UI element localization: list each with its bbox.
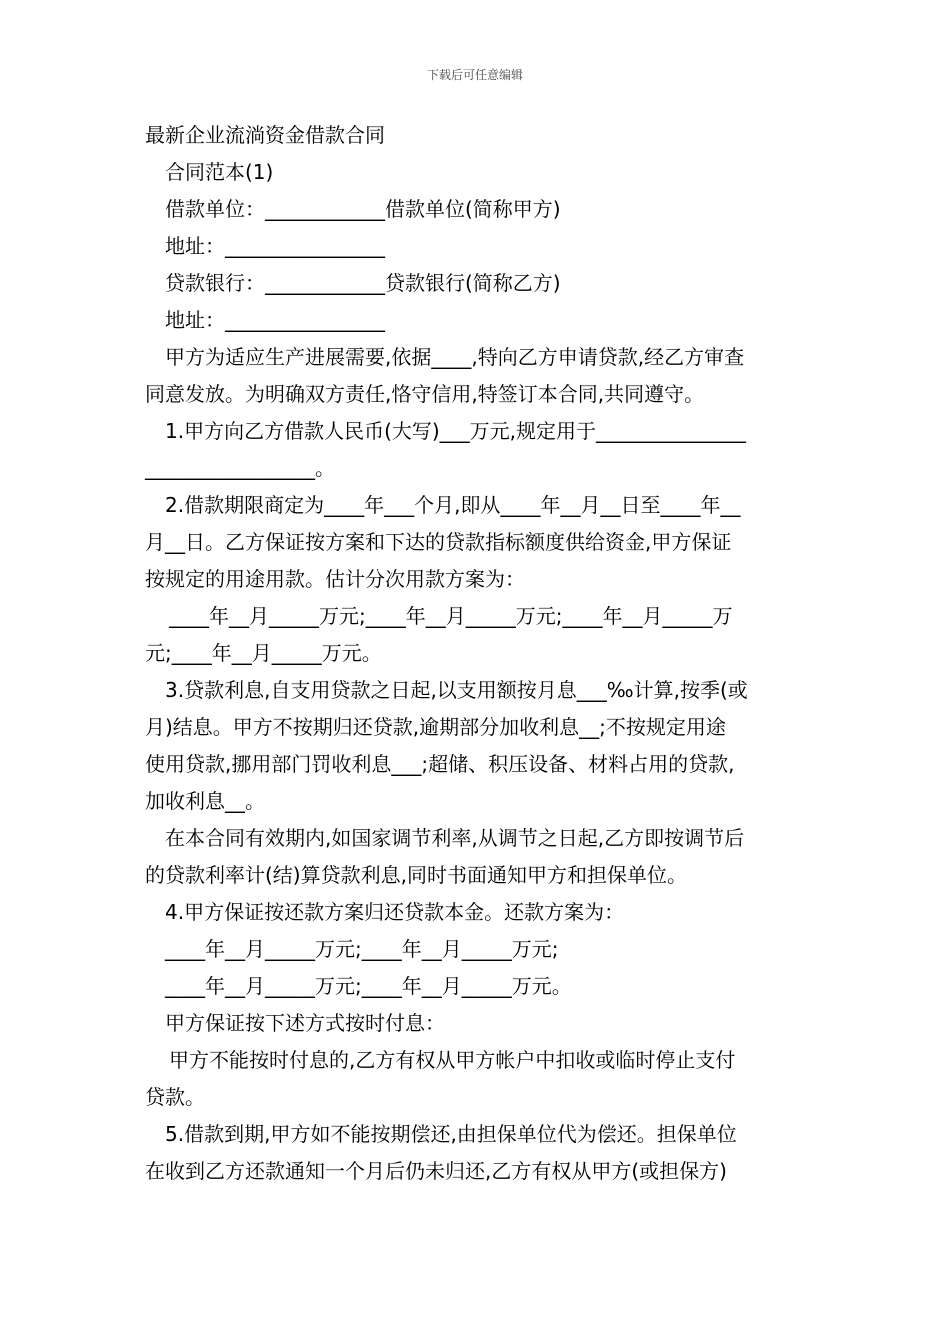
text-line: 合同范本(1) (165, 160, 274, 184)
text-line: 在本合同有效期内,如国家调节利率,从调节之日起,乙方即按调节后 (165, 826, 745, 850)
text-line: 贷款。 (145, 1085, 205, 1109)
text-line: 甲方为适应生产进展需要,依据____,特向乙方申请贷款,经乙方审查 (165, 345, 745, 369)
contract-title: 最新企业流淌资金借款合同 (145, 123, 385, 147)
text-line: 同意发放。为明确双方责任,恪守信用,特签订本合同,共同遵守。 (145, 382, 705, 406)
text-line: ____年__月_____万元;____年__月_____万元。 (165, 974, 572, 998)
text-line: 的贷款利率计(结)算贷款利息,同时书面通知甲方和担保单位。 (145, 863, 687, 887)
contract-body (145, 117, 810, 1190)
text-line: 3.贷款利息,自支用贷款之日起,以支用额按月息___‰计算,按季(或 (165, 678, 748, 702)
text-line: 月)结息。甲方不按期归还贷款,逾期部分加收利息__;不按规定用途 (145, 715, 726, 739)
text-line: 2.借款期限商定为____年___个月,即从____年__月__日至____年__ (165, 493, 741, 517)
text-line: 地址：________________ (165, 308, 385, 332)
text-line: 5.借款到期,甲方如不能按期偿还,由担保单位代为偿还。担保单位 (165, 1122, 737, 1146)
text-line: 在收到乙方还款通知一个月后仍未归还,乙方有权从甲方(或担保方) (145, 1159, 727, 1183)
text-line: 甲方不能按时付息的,乙方有权从甲方帐户中扣收或临时停止支付 (169, 1048, 736, 1072)
text-line: 甲方保证按下述方式按时付息： (165, 1011, 445, 1035)
text-line: ____年__月_____万元;____年__月_____万元; (165, 937, 559, 961)
text-line: _________________。 (145, 456, 335, 480)
text-line: 4.甲方保证按还款方案归还贷款本金。还款方案为： (165, 900, 625, 924)
text-line: ____年__月_____万元;____年__月_____万元;____年__月_____万 (169, 604, 733, 628)
text-line: 1.甲方向乙方借款人民币(大写)___万元,规定用于_______________ (165, 419, 747, 443)
text-line: 地址：________________ (165, 234, 385, 258)
header-note: 下载后可任意编辑 (426, 68, 523, 82)
text-line: 元;____年__月_____万元。 (145, 641, 382, 665)
text-line: 贷款银行：____________贷款银行(简称乙方) (165, 271, 561, 295)
text-line: 按规定的用途用款。估计分次用款方案为： (145, 567, 525, 591)
text-line: 借款单位：____________借款单位(简称甲方) (165, 197, 561, 221)
text-line: 使用贷款,挪用部门罚收利息___;超储、积压设备、材料占用的贷款, (145, 752, 735, 776)
text-line: 月__日。乙方保证按方案和下达的贷款指标额度供给资金,甲方保证 (145, 530, 732, 554)
text-line: 加收利息__。 (145, 789, 265, 813)
